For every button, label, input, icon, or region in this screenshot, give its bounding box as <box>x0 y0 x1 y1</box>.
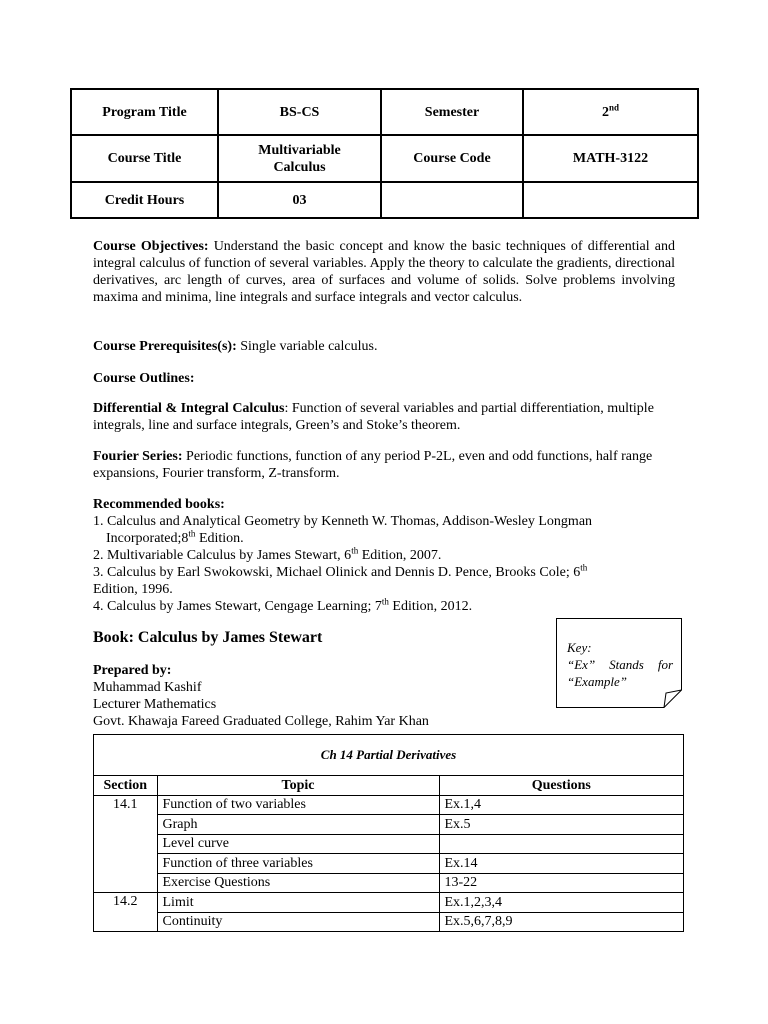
course-info-table <box>70 88 699 219</box>
empty-cell <box>523 182 698 218</box>
table-row <box>94 912 683 931</box>
semester-number: 2 <box>601 104 609 120</box>
recommended-books <box>93 496 675 615</box>
course-objectives-text: Understand the basic concept and know the basic techniques of differential and integral calculus of function of several variables. Apply the theory to calculate the gradients, directional derivatives, arc length of curves, area of surfaces and volume of solids. Solve problems involving maxima and minima, line integrals and surface integrals and vector calculus. <box>93 239 676 305</box>
course-objectives-label: Course Objectives: <box>93 239 209 254</box>
topic-header: Topic <box>157 776 439 795</box>
questions-cell: Ex.1,2,3,4 <box>439 893 683 913</box>
book-2-sup: th <box>351 545 359 556</box>
book-3-sup: th <box>580 562 588 573</box>
empty-cell <box>381 182 523 218</box>
section-cell: 14.1 <box>94 795 157 815</box>
preparer-college: Govt. Khawaja Fareed Graduated College, Rahim Yar Khan <box>93 714 429 729</box>
course-code-value: MATH-3122 <box>523 135 698 182</box>
course-title-line2: Calculus <box>273 159 326 175</box>
credit-hours-label: Credit Hours <box>71 182 218 218</box>
chapter-table <box>93 734 684 932</box>
preparer-position: Lecturer Mathematics <box>93 697 217 712</box>
course-code-label: Course Code <box>381 135 523 182</box>
key-note <box>556 618 682 708</box>
section-cell <box>94 873 157 893</box>
books-list <box>93 513 675 615</box>
book-2-text: 2. Multivariable Calculus by James Stewart, 6 <box>93 548 352 563</box>
fourier-series-label: Fourier Series: <box>93 449 183 464</box>
topic-cell: Level curve <box>157 834 439 854</box>
book-3-text: 3. Calculus by Earl Swokowski, Michael Olinick and Dennis D. Pence, Brooks Cole; 6 <box>93 565 581 580</box>
topics-table <box>94 776 683 931</box>
course-prerequisites-text: Single variable calculus. <box>236 339 378 354</box>
questions-cell: Ex.14 <box>439 854 683 874</box>
section-cell <box>94 854 157 874</box>
semester-label: Semester <box>381 89 523 135</box>
questions-cell: Ex.1,4 <box>439 795 683 815</box>
book-1-sup: th <box>188 528 196 539</box>
questions-header: Questions <box>439 776 683 795</box>
key-note-text <box>567 639 673 690</box>
course-title-line1: Multivariable <box>258 142 341 158</box>
book-item <box>93 598 675 615</box>
book-item <box>93 513 675 547</box>
key-note-line1: Key: <box>567 640 592 655</box>
course-outlines-heading: Course Outlines: <box>93 371 195 386</box>
differential-integral-label: Differential & Integral Calculus <box>93 401 285 416</box>
program-title-value: BS-CS <box>218 89 381 135</box>
course-prerequisites <box>93 338 675 355</box>
book-item <box>93 564 675 598</box>
book-4-text: 4. Calculus by James Stewart, Cengage Learning; 7 <box>93 599 382 614</box>
section-cell: 14.2 <box>94 893 157 913</box>
key-note-line3: “Example” <box>567 674 627 689</box>
book-3-edition: Edition, 1996. <box>93 582 173 597</box>
topic-cell: Graph <box>157 815 439 835</box>
table-row <box>94 795 683 815</box>
section-cell <box>94 815 157 835</box>
questions-cell: Ex.5 <box>439 815 683 835</box>
course-title-value <box>218 135 381 182</box>
fourier-series-paragraph <box>93 448 675 482</box>
fourier-series-text: Periodic functions, function of any period P-2L, even and odd functions, half range expansions, Fourier transform, Z-transform. <box>93 449 653 481</box>
prepared-by-label: Prepared by: <box>93 663 172 678</box>
book-1-line1: 1. Calculus and Analytical Geometry by Kenneth W. Thomas, Addison-Wesley Longman <box>93 514 593 529</box>
credit-hours-value: 03 <box>218 182 381 218</box>
topic-cell: Function of two variables <box>157 795 439 815</box>
semester-value <box>523 89 698 135</box>
table-row <box>94 873 683 893</box>
section-cell <box>94 834 157 854</box>
topic-cell: Limit <box>157 893 439 913</box>
topic-cell: Function of three variables <box>157 854 439 874</box>
differential-integral-text: : Function of several variables and partial differentiation, multiple integrals, line and surface integrals, Green’s and Stoke’s theorem. <box>93 401 654 433</box>
section-cell <box>94 912 157 931</box>
differential-integral-paragraph <box>93 400 675 434</box>
topics-header-row <box>94 776 683 795</box>
table-row <box>94 893 683 913</box>
book-4-edition: Edition, 2012. <box>388 599 473 614</box>
table-row <box>94 854 683 874</box>
topic-cell: Exercise Questions <box>157 873 439 893</box>
section-header: Section <box>94 776 157 795</box>
recommended-books-heading: Recommended books: <box>93 497 225 512</box>
questions-cell <box>439 834 683 854</box>
book-1-publisher: Incorporated;8 <box>106 531 189 546</box>
course-prerequisites-label: Course Prerequisites(s): <box>93 339 237 354</box>
book-item <box>93 547 675 564</box>
book-4-sup: th <box>381 596 389 607</box>
semester-suffix: nd <box>608 101 619 112</box>
book-1-line2 <box>93 528 244 546</box>
table-row <box>94 834 683 854</box>
topic-cell: Continuity <box>157 912 439 931</box>
program-title-label: Program Title <box>71 89 218 135</box>
chapter-title: Ch 14 Partial Derivatives <box>94 735 683 776</box>
table-row <box>94 815 683 835</box>
questions-cell: 13-22 <box>439 873 683 893</box>
book-2-edition: Edition, 2007. <box>358 548 442 563</box>
key-note-line2: “Ex” Stands for <box>567 657 673 672</box>
book-1-edition: Edition. <box>195 531 244 546</box>
questions-cell: Ex.5,6,7,8,9 <box>439 912 683 931</box>
course-title-label: Course Title <box>71 135 218 182</box>
book-title: Book: Calculus by James Stewart <box>93 629 323 646</box>
preparer-name: Muhammad Kashif <box>93 680 202 695</box>
course-objectives <box>93 238 675 306</box>
